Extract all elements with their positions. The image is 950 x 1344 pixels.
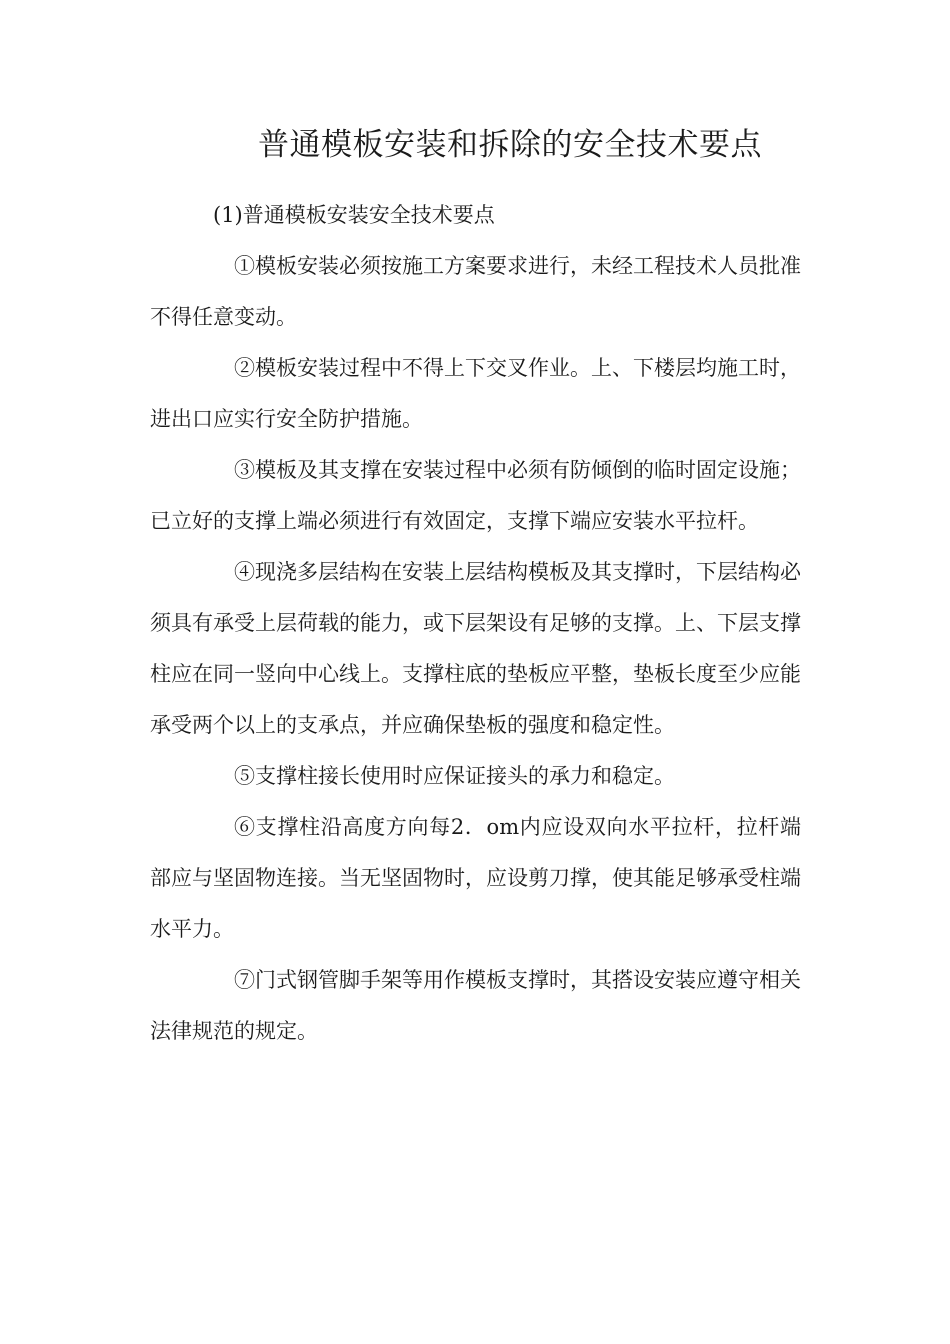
paragraph-5: ⑤支撑柱接长使用时应保证接头的承力和稳定。: [234, 764, 675, 788]
paragraph-2: ②模板安装过程中不得上下交叉作业。上、下楼层均施工时，进出口应实行安全防护措施。: [150, 356, 801, 431]
paragraph-4: ④现浇多层结构在安装上层结构模板及其支撑时，下层结构必须具有承受上层荷载的能力，或下层架设有足够的支撑。上、下层支撑柱应在同一竖向中心线上。支撑柱底的垫板应平整，垫板长度至少应能承受两个以上的支承点，并应确保垫板的强度和稳定性。: [150, 560, 801, 737]
document-body: [150, 190, 801, 1057]
paragraph-7: ⑦门式钢管脚手架等用作模板支撑时，其搭设安装应遵守相关法律规范的规定。: [150, 968, 801, 1043]
section-heading: (1)普通模板安装安全技术要点: [213, 203, 495, 227]
document-title: 普通模板安装和拆除的安全技术要点: [258, 127, 762, 163]
paragraph-3: ③模板及其支撑在安装过程中必须有防倾倒的临时固定设施；已立好的支撑上端必须进行有效固定，支撑下端应安装水平拉杆。: [150, 458, 801, 533]
paragraph-6: ⑥支撑柱沿高度方向每2．om内应设双向水平拉杆，拉杆端部应与坚固物连接。当无坚固物时，应设剪刀撑，使其能足够承受柱端水平力。: [150, 815, 801, 941]
paragraph-1: ①模板安装必须按施工方案要求进行，未经工程技术人员批准不得任意变动。: [150, 254, 801, 329]
